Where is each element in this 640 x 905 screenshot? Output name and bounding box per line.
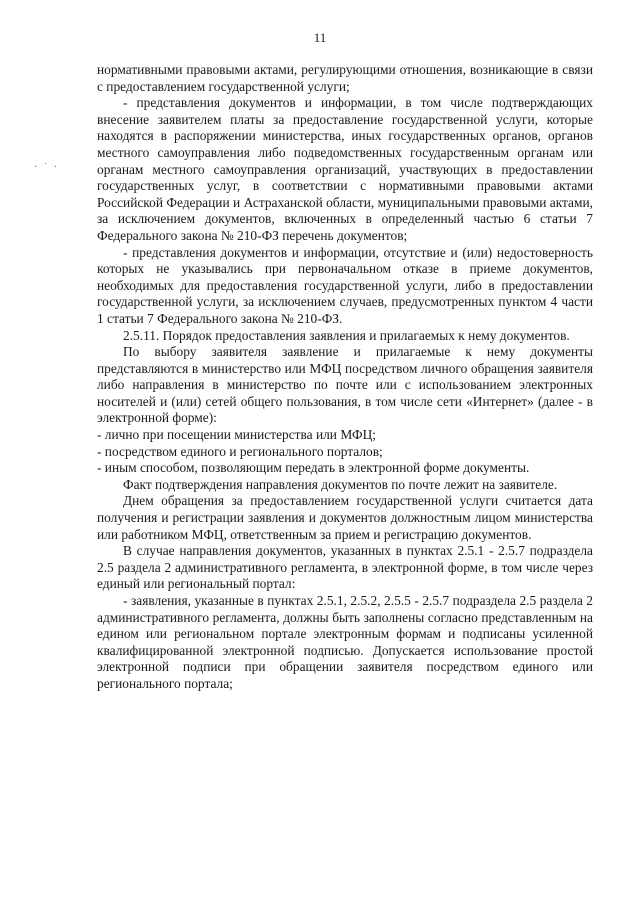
list-item: - лично при посещении министерства или МФЦ; bbox=[97, 427, 377, 443]
paragraph: Днем обращения за предоставлением государственной услуги считается дата получения и регистрации заявления и документов должностным лицом министерства или работником МФЦ, ответственным за прием и регистрацию документов. bbox=[97, 493, 593, 542]
paragraph: Факт подтверждения направления документов по почте лежит на заявителе. bbox=[123, 476, 558, 492]
paragraph: нормативными правовыми актами, регулирующими отношения, возникающие в связи с предоставлением государственной услуги; bbox=[97, 62, 593, 94]
list-item: - иным способом, позволяющим передать в электронной форме документы. bbox=[97, 460, 530, 476]
paragraph: - представления документов и информации, в том числе подтверждающих внесение заявителем платы за предоставление государственной услуги, которые находятся в распоряжении министерства, иных государственных органов, органов местного самоуправления либо подведомственных государственным органам или органам местного самоуправления организаций, участвующих в предоставлении государственных услуг, в соответствии с нормативными правовыми актами Российской Федерации и Астраханской области, муниципальными правовыми актами, за исключением документов, включенных в определенный частью 6 статьи 7 Федерального закона № 210-ФЗ перечень документов; bbox=[97, 95, 593, 243]
paragraph: - представления документов и информации, отсутствие и (или) недостоверность которых не указывались при первоначальном отказе в приеме документов, необходимых для предоставления государственной услуги, либо в предоставлении государственной услуги, за исключением случаев, предусмотренных пунктом 4 части 1 статьи 7 Федерального закона № 210-ФЗ. bbox=[97, 244, 593, 326]
paragraph: - заявления, указанные в пунктах 2.5.1, 2.5.2, 2.5.5 - 2.5.7 подраздела 2.5 раздела 2 административного регламента, должны быть заполнены согласно представленным на едином или региональном портале электронным формам и подписаны усиленной квалифицированной электронной подписью. Допускается использование простой электронной подписи при обращении заявителя посредством единого или регионального портала; bbox=[97, 593, 593, 691]
page-number: 11 bbox=[313, 30, 327, 45]
paragraph: В случае направления документов, указанных в пунктах 2.5.1 - 2.5.7 подраздела 2.5 раздела 2 административного регламента, в электронной форме, в том числе через единый или региональный портал: bbox=[97, 543, 593, 592]
scan-artifact: · ˙ · bbox=[34, 162, 59, 173]
document-body bbox=[97, 62, 593, 693]
list-item: - посредством единого и регионального порталов; bbox=[97, 443, 383, 459]
paragraph: По выбору заявителя заявление и прилагаемые к нему документы представляются в министерство или МФЦ посредством личного обращения заявителя либо направления в министерство по почте или с использованием электронных носителей и (или) сетей общего пользования, в том числе сети «Интернет» (далее - в электронной форме): bbox=[97, 344, 593, 426]
section-heading: 2.5.11. Порядок предоставления заявления и прилагаемых к нему документов. bbox=[123, 327, 570, 343]
